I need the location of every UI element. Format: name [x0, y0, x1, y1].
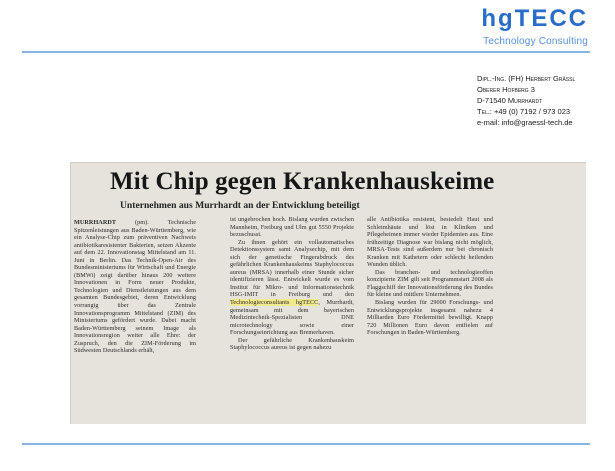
- article-col3-p2: Das branchen- und technologieoffen konzipierte ZIM gilt seit Programmstart 2008 als Flaggschiff der Innovationsförderung des Bundes für kleine und mittlere Unternehmen.: [367, 268, 493, 299]
- address-name: Dipl.-Ing. (FH) Herbert Gräßl: [477, 74, 576, 83]
- header-rule: [22, 51, 590, 53]
- article-column-3: [367, 216, 493, 337]
- article-headline: Mit Chip gegen Krankenhauskeime: [110, 168, 495, 195]
- company-logo: hgTECC: [481, 5, 588, 32]
- article-col3-p3: Bislang wurden für 29000 Forschungs- und Entwicklungsprojekte insgesamt nahezu 4 Milliarden Euro Fördermittel bewilligt. Knapp 720 Millionen Euro davon entfielen auf Forschungen in Baden-Württemberg.: [367, 299, 493, 337]
- address-phone: Tel.: +49 (0) 7192 / 973 023: [477, 107, 571, 116]
- address-city: D-71540 Murrhardt: [477, 96, 543, 105]
- article-column-1: [74, 219, 196, 355]
- highlighted-company-name: Technologieconsultants hgTECC: [230, 299, 319, 307]
- article-col3-p1: alle Antibiotika resistent, besiedelt Haut und Schleimhäute und löst in Kliniken und Pflegeheimen immer wieder Epidemien aus. Eine frühzeitige Diagnose war bislang nicht möglich, MRSA-Tests sind außerdem nur bei chronisch Kranken mit Kathetern oder schlecht heilenden Wunden üblich.: [367, 216, 493, 269]
- article-column-2: [230, 216, 354, 352]
- article-col2-p3: Der gefährliche Krankenhauskeim Staphylococcus aureus ist gegen nahezu: [230, 336, 354, 352]
- article-subheadline: Unternehmen aus Murrhardt an der Entwicklung beteiligt: [120, 200, 360, 211]
- article-col2-p1: ist ungebrochen hoch. Bislang wurden zwischen Mannheim, Freiburg und Ulm gut 5550 Projekte bezuschusst.: [230, 216, 354, 239]
- address-email: e-mail: info@graessl-tech.de: [477, 118, 573, 127]
- article-dateline: MURRHARDT: [74, 219, 117, 226]
- company-tagline: Technology Consulting: [483, 36, 588, 47]
- article-col2-p2a: Zu ihnen gehört ein vollautomatisches Detektionssystem samt Analysechip, mit dem sich der genetische Fingerabdruck des gefährlichen Krankenhauskeims Staphylococcus aureus (MRSA) innerhalb einer Stunde sicher identifizieren lässt. Entwickelt wurde es vom Institut für Mikro- und Informationstechnik HSG-IMIT in Freiburg und den: [230, 238, 354, 299]
- article-col1-text: (pm). Technische Spitzenleistungen aus Baden-Württemberg, wie ein Analyse-Chip zum präventiven Nachweis antibiotikaresistenter Bakterien, setzen Akzente auf dem 22. Innovationstag Mittelstand am 11. Juni in Berlin. Das Technik-Open-Air des Bundesministeriums für Wirtschaft und Energie (BMWi) zeigt darüber hinaus 200 weitere Innovationen in Form neuer Produkte, Technologien und Dienstleistungen aus dem gesamten Bundesgebiet, deren Entwicklung vorrangig über das Zentrale Innovationsprogramm Mittelstand (ZIM) des Ministeriums gefördert wurde. Dabei macht Baden-Württemberg seinem Image als Innovationsregion weiter alle Ehre: der Zuspruch, den die ZIM-Förderung im Südwesten Deutschlands erhält,: [74, 219, 196, 355]
- address-street: Oberer Hofberg 3: [477, 85, 535, 94]
- footer-rule: [22, 443, 590, 445]
- newspaper-clipping: [70, 162, 586, 424]
- article-col2-p2b: , Murrhardt, gemeinsam mit dem bayerischen Medizintechnik-Spezialisten DNE microtechnology sowie einer Forschungseinrichtung aus Bremerhaven.: [230, 299, 354, 337]
